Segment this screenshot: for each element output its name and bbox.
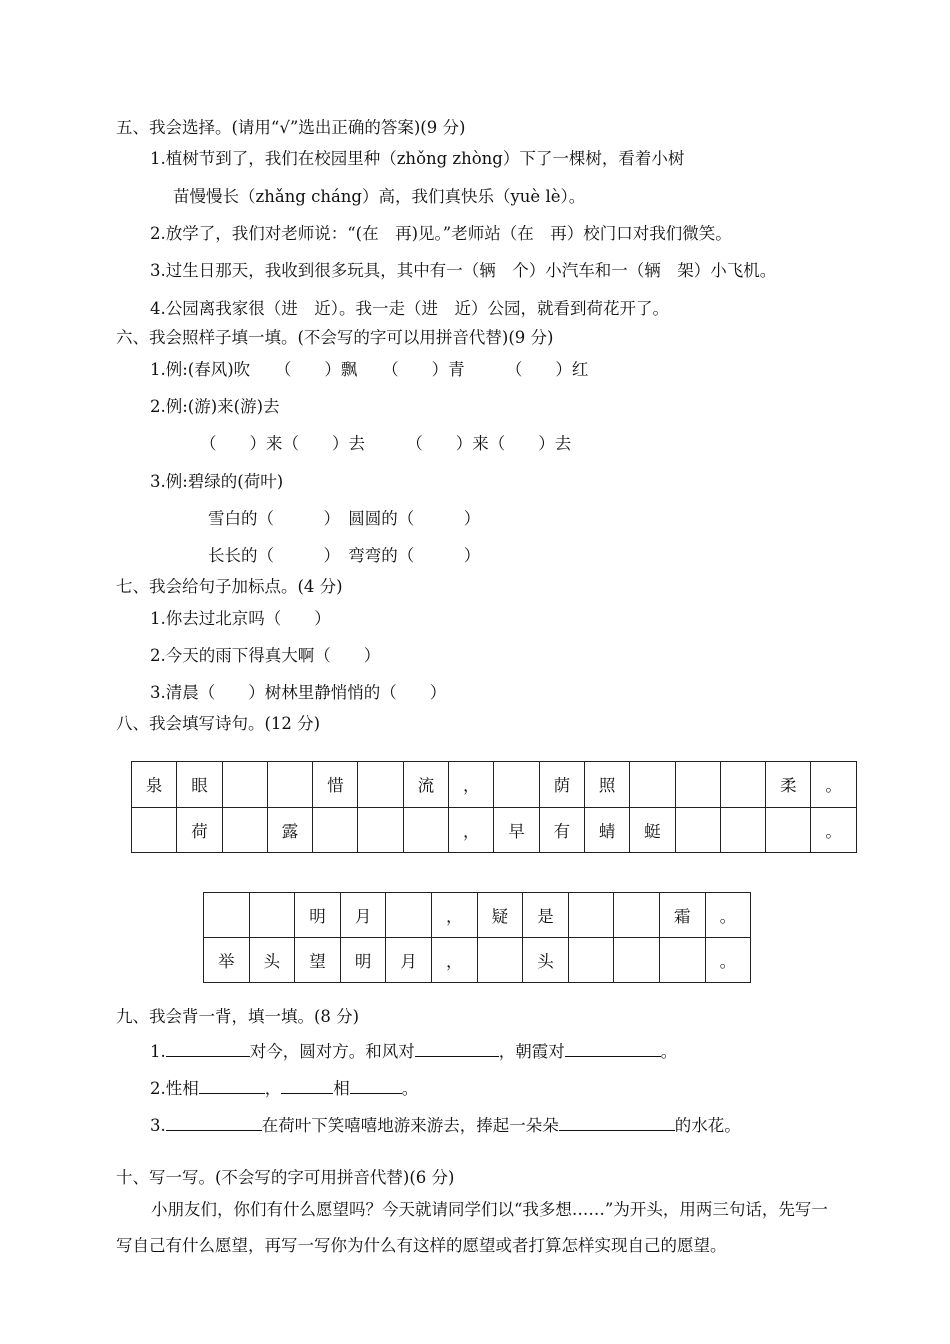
s9-q2-text-2: 相 (333, 1079, 350, 1098)
poem-cell: 月 (340, 893, 386, 938)
poem-cell: 。 (811, 762, 856, 808)
poem-blank-cell[interactable] (720, 762, 765, 808)
poem-blank-cell[interactable] (477, 938, 523, 983)
s9-question-1 (150, 1039, 677, 1063)
poem-cell: 望 (295, 938, 341, 983)
s9-q2-text-1: ， (264, 1079, 282, 1098)
poem-cell: 举 (204, 938, 250, 983)
s7-question-1: 1.你去过北京吗（ ） (150, 609, 331, 628)
poem-cell: 蜻 (584, 807, 629, 853)
section-10-heading: 十、写一写。(不会写的字可用拼音代替)(6 分) (116, 1168, 455, 1187)
poem-blank-cell[interactable] (630, 762, 675, 808)
s9-q2-text-3: 。 (401, 1079, 419, 1098)
s6-question-2-blanks: （ ）来（ ）去 （ ）来（ ）去 (200, 434, 572, 453)
fill-blank[interactable] (350, 1076, 402, 1094)
poem-cell: 疑 (477, 893, 523, 938)
poem-cell: 霜 (659, 893, 705, 938)
fill-blank[interactable] (199, 1076, 265, 1094)
s9-q1-text-1: 对今，圆对方。和风对 (249, 1042, 415, 1061)
s6-question-2: 2.例:(游)来(游)去 (150, 397, 280, 416)
s9-q3-number: 3. (150, 1116, 166, 1135)
s9-q1-number: 1. (150, 1042, 166, 1061)
poem-blank-cell[interactable] (675, 762, 720, 808)
s9-q2-number: 2.性相 (150, 1079, 199, 1098)
s5-question-4: 4.公园离我家很（进 近）。我一走（进 近）公园，就看到荷花开了。 (150, 299, 669, 318)
poem-row (204, 893, 751, 938)
poem-blank-cell[interactable] (222, 762, 267, 808)
poem-grid-2 (203, 892, 751, 983)
poem-cell: 眼 (177, 762, 222, 808)
section-7-heading: 七、我会给句子加标点。(4 分) (116, 577, 343, 596)
poem-grid-1 (131, 761, 857, 853)
fill-blank[interactable] (281, 1076, 333, 1094)
poem-cell: ， (449, 762, 494, 808)
poem-cell: 柔 (766, 762, 811, 808)
s9-q3-text-1: 在荷叶下笑嘻嘻地游来游去，捧起一朵朵 (261, 1116, 559, 1135)
poem-cell: 蜓 (630, 807, 675, 853)
s5-question-1a: 1.植树节到了，我们在校园里种（zhǒng zhòng）下了一棵树，看着小树 (150, 149, 685, 168)
poem-cell: 泉 (132, 762, 177, 808)
poem-cell: 明 (295, 893, 341, 938)
poem-blank-cell[interactable] (403, 807, 448, 853)
fill-blank[interactable] (565, 1039, 661, 1057)
s5-question-1b: 苗慢慢长（zhǎng cháng）高，我们真快乐（yuè lè）。 (173, 187, 586, 206)
poem-cell: 惜 (313, 762, 358, 808)
poem-blank-cell[interactable] (132, 807, 177, 853)
fill-blank[interactable] (559, 1113, 675, 1131)
s9-question-3 (150, 1113, 741, 1137)
poem-blank-cell[interactable] (222, 807, 267, 853)
section-6-heading: 六、我会照样子填一填。(不会写的字可以用拼音代替)(9 分) (116, 328, 554, 347)
poem-cell: 。 (811, 807, 856, 853)
poem-blank-cell[interactable] (614, 893, 660, 938)
poem-blank-cell[interactable] (313, 807, 358, 853)
poem-cell: 月 (386, 938, 432, 983)
poem-blank-cell[interactable] (568, 938, 614, 983)
s6-question-1: 1.例:(春风)吹 （ ）飘 （ ）青 （ ）红 (150, 360, 589, 379)
poem-cell: 是 (523, 893, 569, 938)
s5-question-2: 2.放学了，我们对老师说：“(在 再)见。”老师站（在 再）校门口对我们微笑。 (150, 224, 732, 243)
fill-blank[interactable] (166, 1039, 250, 1057)
s6-question-3-row-1: 雪白的（ ） 圆圆的（ ） (208, 509, 481, 528)
poem-blank-cell[interactable] (249, 893, 295, 938)
poem-blank-cell[interactable] (267, 762, 312, 808)
s5-question-3: 3.过生日那天，我收到很多玩具，其中有一（辆 个）小汽车和一（辆 架）小飞机。 (150, 261, 777, 280)
poem-cell: 头 (249, 938, 295, 983)
fill-blank[interactable] (166, 1113, 262, 1131)
poem-cell: 头 (523, 938, 569, 983)
poem-row (132, 762, 857, 808)
poem-blank-cell[interactable] (204, 893, 250, 938)
section-9-heading: 九、我会背一背，填一填。(8 分) (116, 1007, 360, 1026)
s10-instructions: 小朋友们，你们有什么愿望吗？今天就请同学们以“我多想……”为开头，用两三句话，先写一写自己有什么愿望，再写一写你为什么有这样的愿望或者打算怎样实现自己的愿望。 (116, 1200, 828, 1255)
poem-blank-cell[interactable] (614, 938, 660, 983)
s7-question-2: 2.今天的雨下得真大啊（ ） (150, 646, 381, 665)
section-8-heading: 八、我会填写诗句。(12 分) (116, 714, 321, 733)
s6-question-3-row-2: 长长的（ ） 弯弯的（ ） (208, 546, 481, 565)
s6-question-3: 3.例:碧绿的(荷叶) (150, 472, 284, 491)
poem-cell: 早 (494, 807, 539, 853)
poem-blank-cell[interactable] (494, 762, 539, 808)
poem-row (204, 938, 751, 983)
section-5-heading: 五、我会选择。(请用“√”选出正确的答案)(9 分) (116, 118, 466, 137)
fill-blank[interactable] (415, 1039, 499, 1057)
poem-blank-cell[interactable] (568, 893, 614, 938)
s9-q1-text-2: ，朝霞对 (498, 1042, 565, 1061)
poem-cell: 荫 (539, 762, 584, 808)
poem-cell: 流 (403, 762, 448, 808)
poem-row (132, 807, 857, 853)
poem-cell: ， (431, 893, 477, 938)
poem-cell: 。 (705, 893, 751, 938)
s9-q3-text-2: 的水花。 (674, 1116, 741, 1135)
s9-question-2 (150, 1076, 418, 1100)
poem-blank-cell[interactable] (675, 807, 720, 853)
s9-q1-text-3: 。 (660, 1042, 678, 1061)
poem-cell: ， (449, 807, 494, 853)
poem-cell: 荷 (177, 807, 222, 853)
poem-blank-cell[interactable] (720, 807, 765, 853)
s7-question-3: 3.清晨（ ）树林里静悄悄的（ ） (150, 683, 447, 702)
poem-cell: 露 (267, 807, 312, 853)
poem-blank-cell[interactable] (358, 807, 403, 853)
poem-blank-cell[interactable] (659, 938, 705, 983)
poem-blank-cell[interactable] (358, 762, 403, 808)
poem-cell: 照 (584, 762, 629, 808)
poem-blank-cell[interactable] (766, 807, 811, 853)
poem-blank-cell[interactable] (386, 893, 432, 938)
poem-cell: 。 (705, 938, 751, 983)
poem-cell: ， (431, 938, 477, 983)
poem-cell: 有 (539, 807, 584, 853)
poem-cell: 明 (340, 938, 386, 983)
